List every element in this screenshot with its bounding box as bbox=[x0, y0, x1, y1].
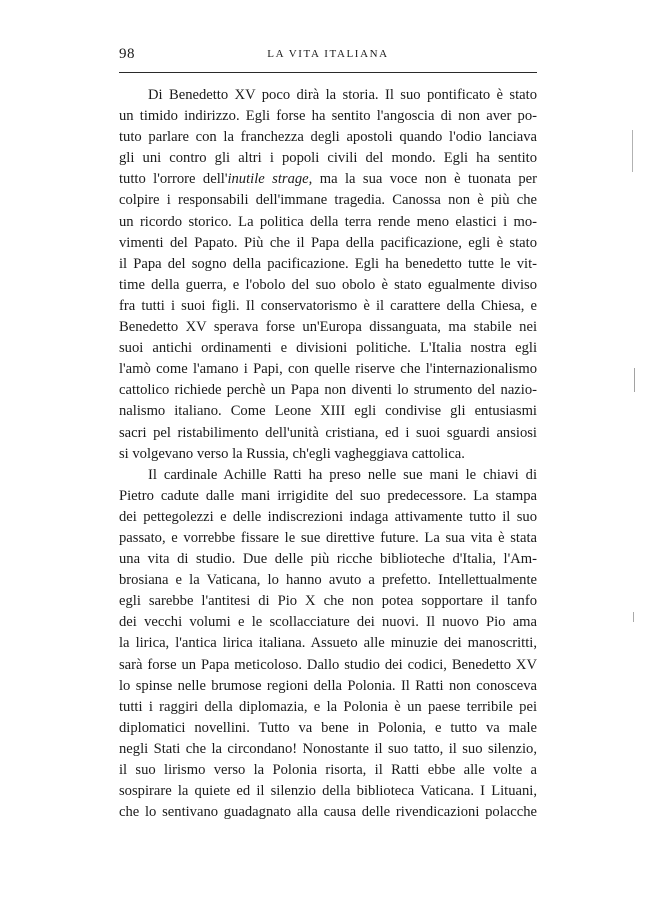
text-line: la lirica, l'antica lirica italiana. Assueto alle minuzie dei manoscritti, bbox=[119, 635, 537, 652]
text-line: sarà forse un Papa meticoloso. Dallo studio dei codici, Benedetto XV bbox=[119, 656, 537, 673]
text-line: Di Benedetto XV poco dirà la storia. Il suo pontificato è stato bbox=[148, 87, 537, 103]
paragraph-2 bbox=[119, 465, 537, 824]
text-line: tutti i raggiri della diplomazia, e la Polonia è un paese terribile pei bbox=[119, 698, 537, 715]
text-line: un timido indirizzo. Egli forse ha sentito l'angoscia di non aver po- bbox=[119, 108, 537, 125]
running-title: LA VITA ITALIANA bbox=[267, 48, 389, 60]
text-line: vimenti del Papato. Più che il Papa della pacificazione, egli è stato bbox=[119, 234, 537, 251]
text-line: dei vecchi volumi e le scollacciature dei nuovi. Il nuovo Pio ama bbox=[119, 614, 537, 631]
text-segment: tutto l'orrore dell' bbox=[119, 171, 228, 188]
text-line: lo spinse nelle brumose regioni della Polonia. Il Ratti non conosceva bbox=[119, 677, 537, 694]
text-line: una vita di studio. Due delle più ricche biblioteche d'Italia, l'Am- bbox=[119, 551, 537, 568]
text-line: il suo lirismo verso la Polonia risorta, il Ratti ebbe alle volte a bbox=[119, 762, 537, 778]
header-rule bbox=[119, 72, 537, 73]
text-line: egli sarebbe l'antitesi di Pio X che non potea sopportare il tanfo bbox=[119, 593, 537, 610]
text-line: colpire i responsabili dell'immane tragedia. Canossa non è più che bbox=[119, 192, 537, 209]
text-line: nalismo italiano. Come Leone XIII egli condivise gli entusiasmi bbox=[119, 403, 537, 420]
text-line: il Papa del sogno della pacificazione. Egli ha benedetto tutte le vit- bbox=[119, 255, 537, 272]
text-line: time della guerra, e l'obolo del suo obolo è stato egualmente diviso bbox=[119, 276, 537, 293]
text-line: Pietro cadute dalle mani irrigidite del suo predecessore. La stampa bbox=[119, 487, 537, 504]
text-line: negli Stati che la circondano! Nonostante il suo tatto, il suo silenzio, bbox=[119, 740, 537, 757]
text-line: brosiana e la Vaticana, lo hanno avuto a prefetto. Intellettualmente bbox=[119, 572, 537, 589]
text-line: sacri pel ristabilimento dell'unità cristiana, ed i suoi sguardi ansiosi bbox=[119, 424, 537, 441]
text-line: che lo sentivano guadagnato alla causa delle rivendicazioni polacche bbox=[119, 804, 537, 821]
scan-artifact bbox=[634, 368, 635, 392]
scan-artifact bbox=[632, 130, 633, 172]
text-line: si volgevano verso la Russia, ch'egli vagheggiava cattolica. bbox=[119, 445, 465, 462]
text-line: diplomatici novellini. Tutto va bene in Polonia, e tutto va male bbox=[119, 719, 537, 736]
text-line: dei pettegolezzi e delle indiscrezioni indaga attivamente tutto il suo bbox=[119, 508, 537, 525]
text-segment: ma la sua voce non è tuonata per bbox=[312, 171, 537, 188]
body-text bbox=[119, 85, 537, 823]
paragraph-1 bbox=[119, 85, 537, 465]
page-number: 98 bbox=[119, 46, 135, 62]
text-line: l'amò come l'amano i Papi, con quelle riserve che l'internazionalismo bbox=[119, 361, 537, 378]
text-line: sospirare la quiete ed il silenzio della biblioteca Vaticana. I Lituani, bbox=[119, 783, 537, 800]
text-line: cattolico richiede perchè un Papa non diventi lo strumento del nazio- bbox=[119, 382, 537, 399]
text-line: suoi antichi ordinamenti e divisioni politiche. L'Italia nostra egli bbox=[119, 340, 537, 357]
text-line: fra tutti i suoi figli. Il conservatorismo è il carattere della Chiesa, e bbox=[119, 297, 537, 314]
text-line: tuto parlare con la franchezza degli apostoli quando l'odio lanciava bbox=[119, 129, 537, 146]
scan-artifact bbox=[633, 612, 634, 622]
running-header bbox=[119, 46, 537, 68]
text-line: passato, e vorrebbe fissare le sue direttive future. La sua vita è stata bbox=[119, 529, 537, 546]
text-line: Il cardinale Achille Ratti ha preso nelle sue mani le chiavi di bbox=[148, 466, 537, 483]
text-line: un ricordo storico. La politica della terra rende meno elastici i mo- bbox=[119, 213, 537, 230]
text-line: Benedetto XV sperava forse un'Europa dissanguata, ma stabile nei bbox=[119, 319, 537, 336]
italic-phrase: inutile strage, bbox=[227, 171, 313, 188]
text-line: gli uni contro gli altri i popoli civili del mondo. Egli ha sentito bbox=[119, 150, 537, 167]
text-line bbox=[119, 169, 537, 190]
